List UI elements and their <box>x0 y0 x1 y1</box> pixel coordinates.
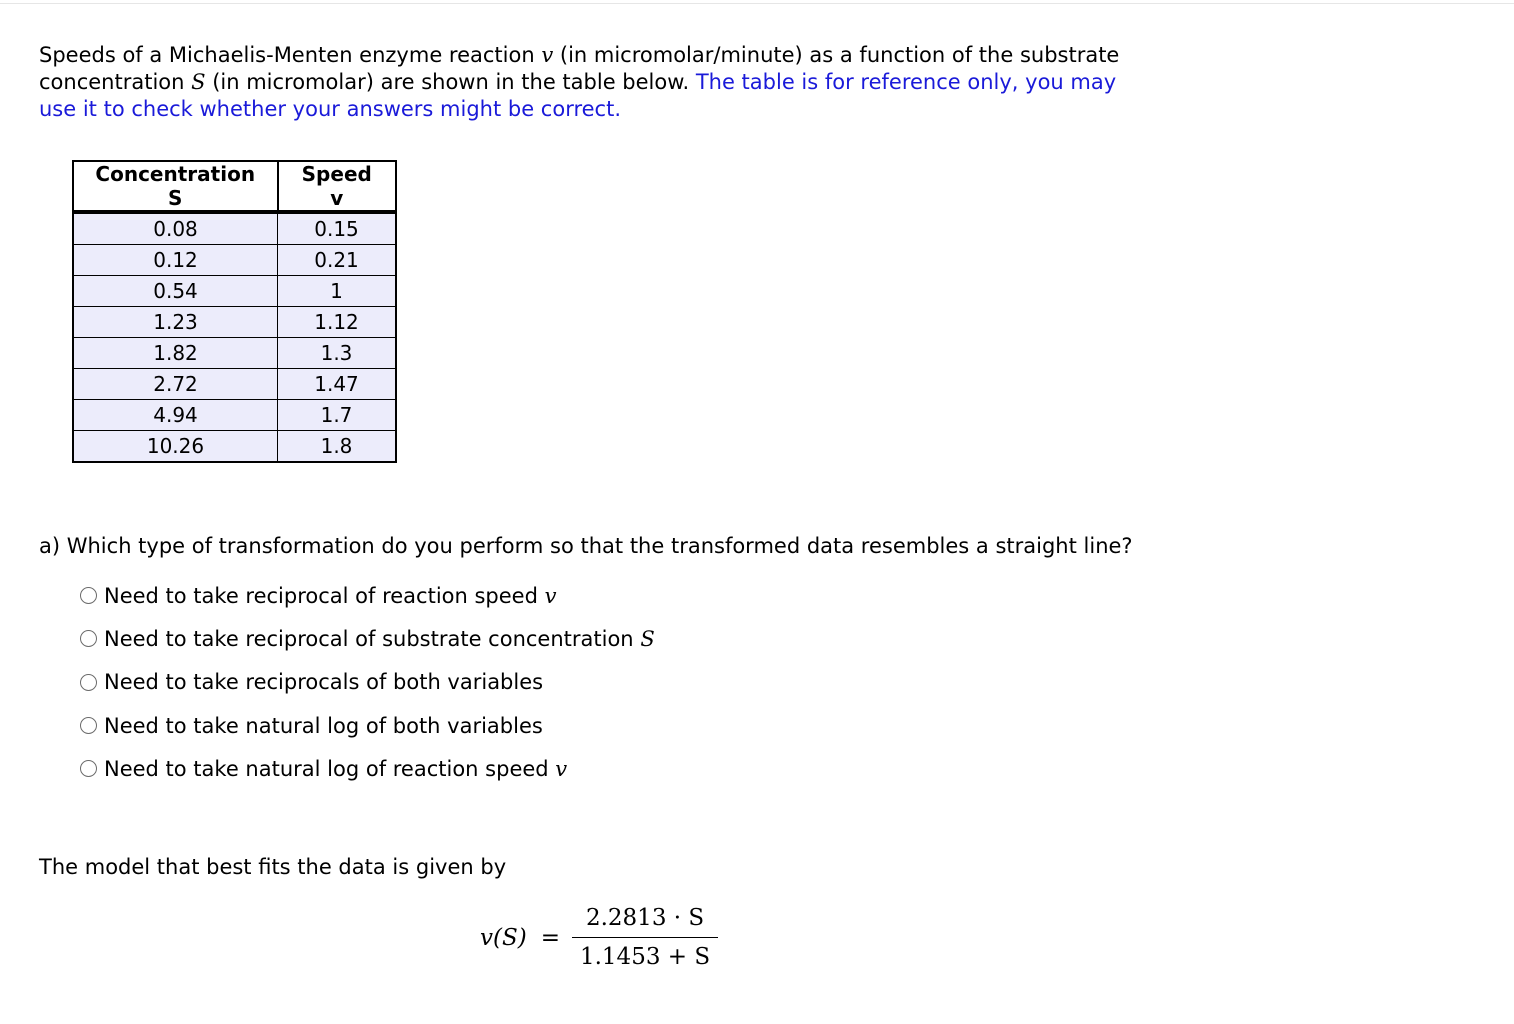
radio-button[interactable] <box>80 587 97 604</box>
header-concentration: Concentration S <box>73 161 278 212</box>
option-label: Need to take reciprocals of both variables <box>104 670 544 695</box>
table-header-row <box>73 161 396 212</box>
option-reciprocal-concentration[interactable] <box>80 617 655 660</box>
cell-speed: 1.3 <box>278 338 397 369</box>
option-log-speed[interactable] <box>80 747 655 790</box>
formula-fraction <box>576 905 714 970</box>
radio-button[interactable] <box>80 760 97 777</box>
cell-concentration: 0.08 <box>73 212 278 245</box>
cell-speed: 1.7 <box>278 400 397 431</box>
intro-text-2: (in micromolar/minute) as a function of the substrate concentration <box>39 43 1120 94</box>
table-row <box>73 369 396 400</box>
option-reciprocals-both[interactable] <box>80 661 655 704</box>
cell-concentration: 4.94 <box>73 400 278 431</box>
table-row <box>73 212 396 245</box>
cell-concentration: 10.26 <box>73 431 278 463</box>
option-log-both[interactable] <box>80 704 655 747</box>
option-var: S <box>640 626 655 651</box>
header-speed: Speed v <box>278 161 397 212</box>
formula-lhs: v(S) <box>480 924 527 951</box>
cell-concentration: 0.54 <box>73 276 278 307</box>
cell-speed: 0.15 <box>278 212 397 245</box>
cell-concentration: 1.23 <box>73 307 278 338</box>
option-var: v <box>555 756 568 781</box>
cell-speed: 1 <box>278 276 397 307</box>
cell-speed: 1.47 <box>278 369 397 400</box>
cell-concentration: 0.12 <box>73 245 278 276</box>
cell-speed: 1.8 <box>278 431 397 463</box>
table-row <box>73 338 396 369</box>
table-row <box>73 245 396 276</box>
radio-button[interactable] <box>80 674 97 691</box>
option-label: Need to take natural log of both variables <box>104 713 543 738</box>
intro-text-1: Speeds of a Michaelis-Menten enzyme reaction <box>39 43 542 67</box>
option-var: v <box>544 583 557 608</box>
table-row <box>73 276 396 307</box>
option-label: Need to take reciprocal of reaction speed <box>104 583 538 608</box>
radio-button[interactable] <box>80 717 97 734</box>
formula-numerator: 2.2813 · S <box>572 905 718 938</box>
var-v: v <box>541 43 554 67</box>
formula-equals: = <box>540 924 560 951</box>
table-row <box>73 307 396 338</box>
radio-button[interactable] <box>80 630 97 647</box>
table-row <box>73 431 396 463</box>
intro-paragraph <box>39 42 1159 123</box>
option-label: Need to take natural log of reaction speed <box>104 756 549 781</box>
question-label: a) Which type of transformation do you perform so that the transformed data resembles a straight line? <box>39 534 1133 558</box>
reference-note: The table is for reference only, you may use it to check whether your answers might be correct. <box>39 70 1117 121</box>
option-label: Need to take reciprocal of substrate concentration <box>104 626 634 651</box>
cell-concentration: 1.82 <box>73 338 278 369</box>
intro-text-3: (in micromolar) are shown in the table below. <box>205 70 696 94</box>
formula-denominator: 1.1453 + S <box>579 944 711 970</box>
table-row <box>73 400 396 431</box>
cell-speed: 1.12 <box>278 307 397 338</box>
transformation-options <box>80 574 655 790</box>
top-divider <box>0 3 1514 4</box>
model-formula <box>480 905 714 970</box>
cell-speed: 0.21 <box>278 245 397 276</box>
var-s: S <box>191 70 206 94</box>
cell-concentration: 2.72 <box>73 369 278 400</box>
reference-table <box>72 160 397 463</box>
option-reciprocal-speed[interactable] <box>80 574 655 617</box>
model-description: The model that best fits the data is given by <box>39 855 507 879</box>
